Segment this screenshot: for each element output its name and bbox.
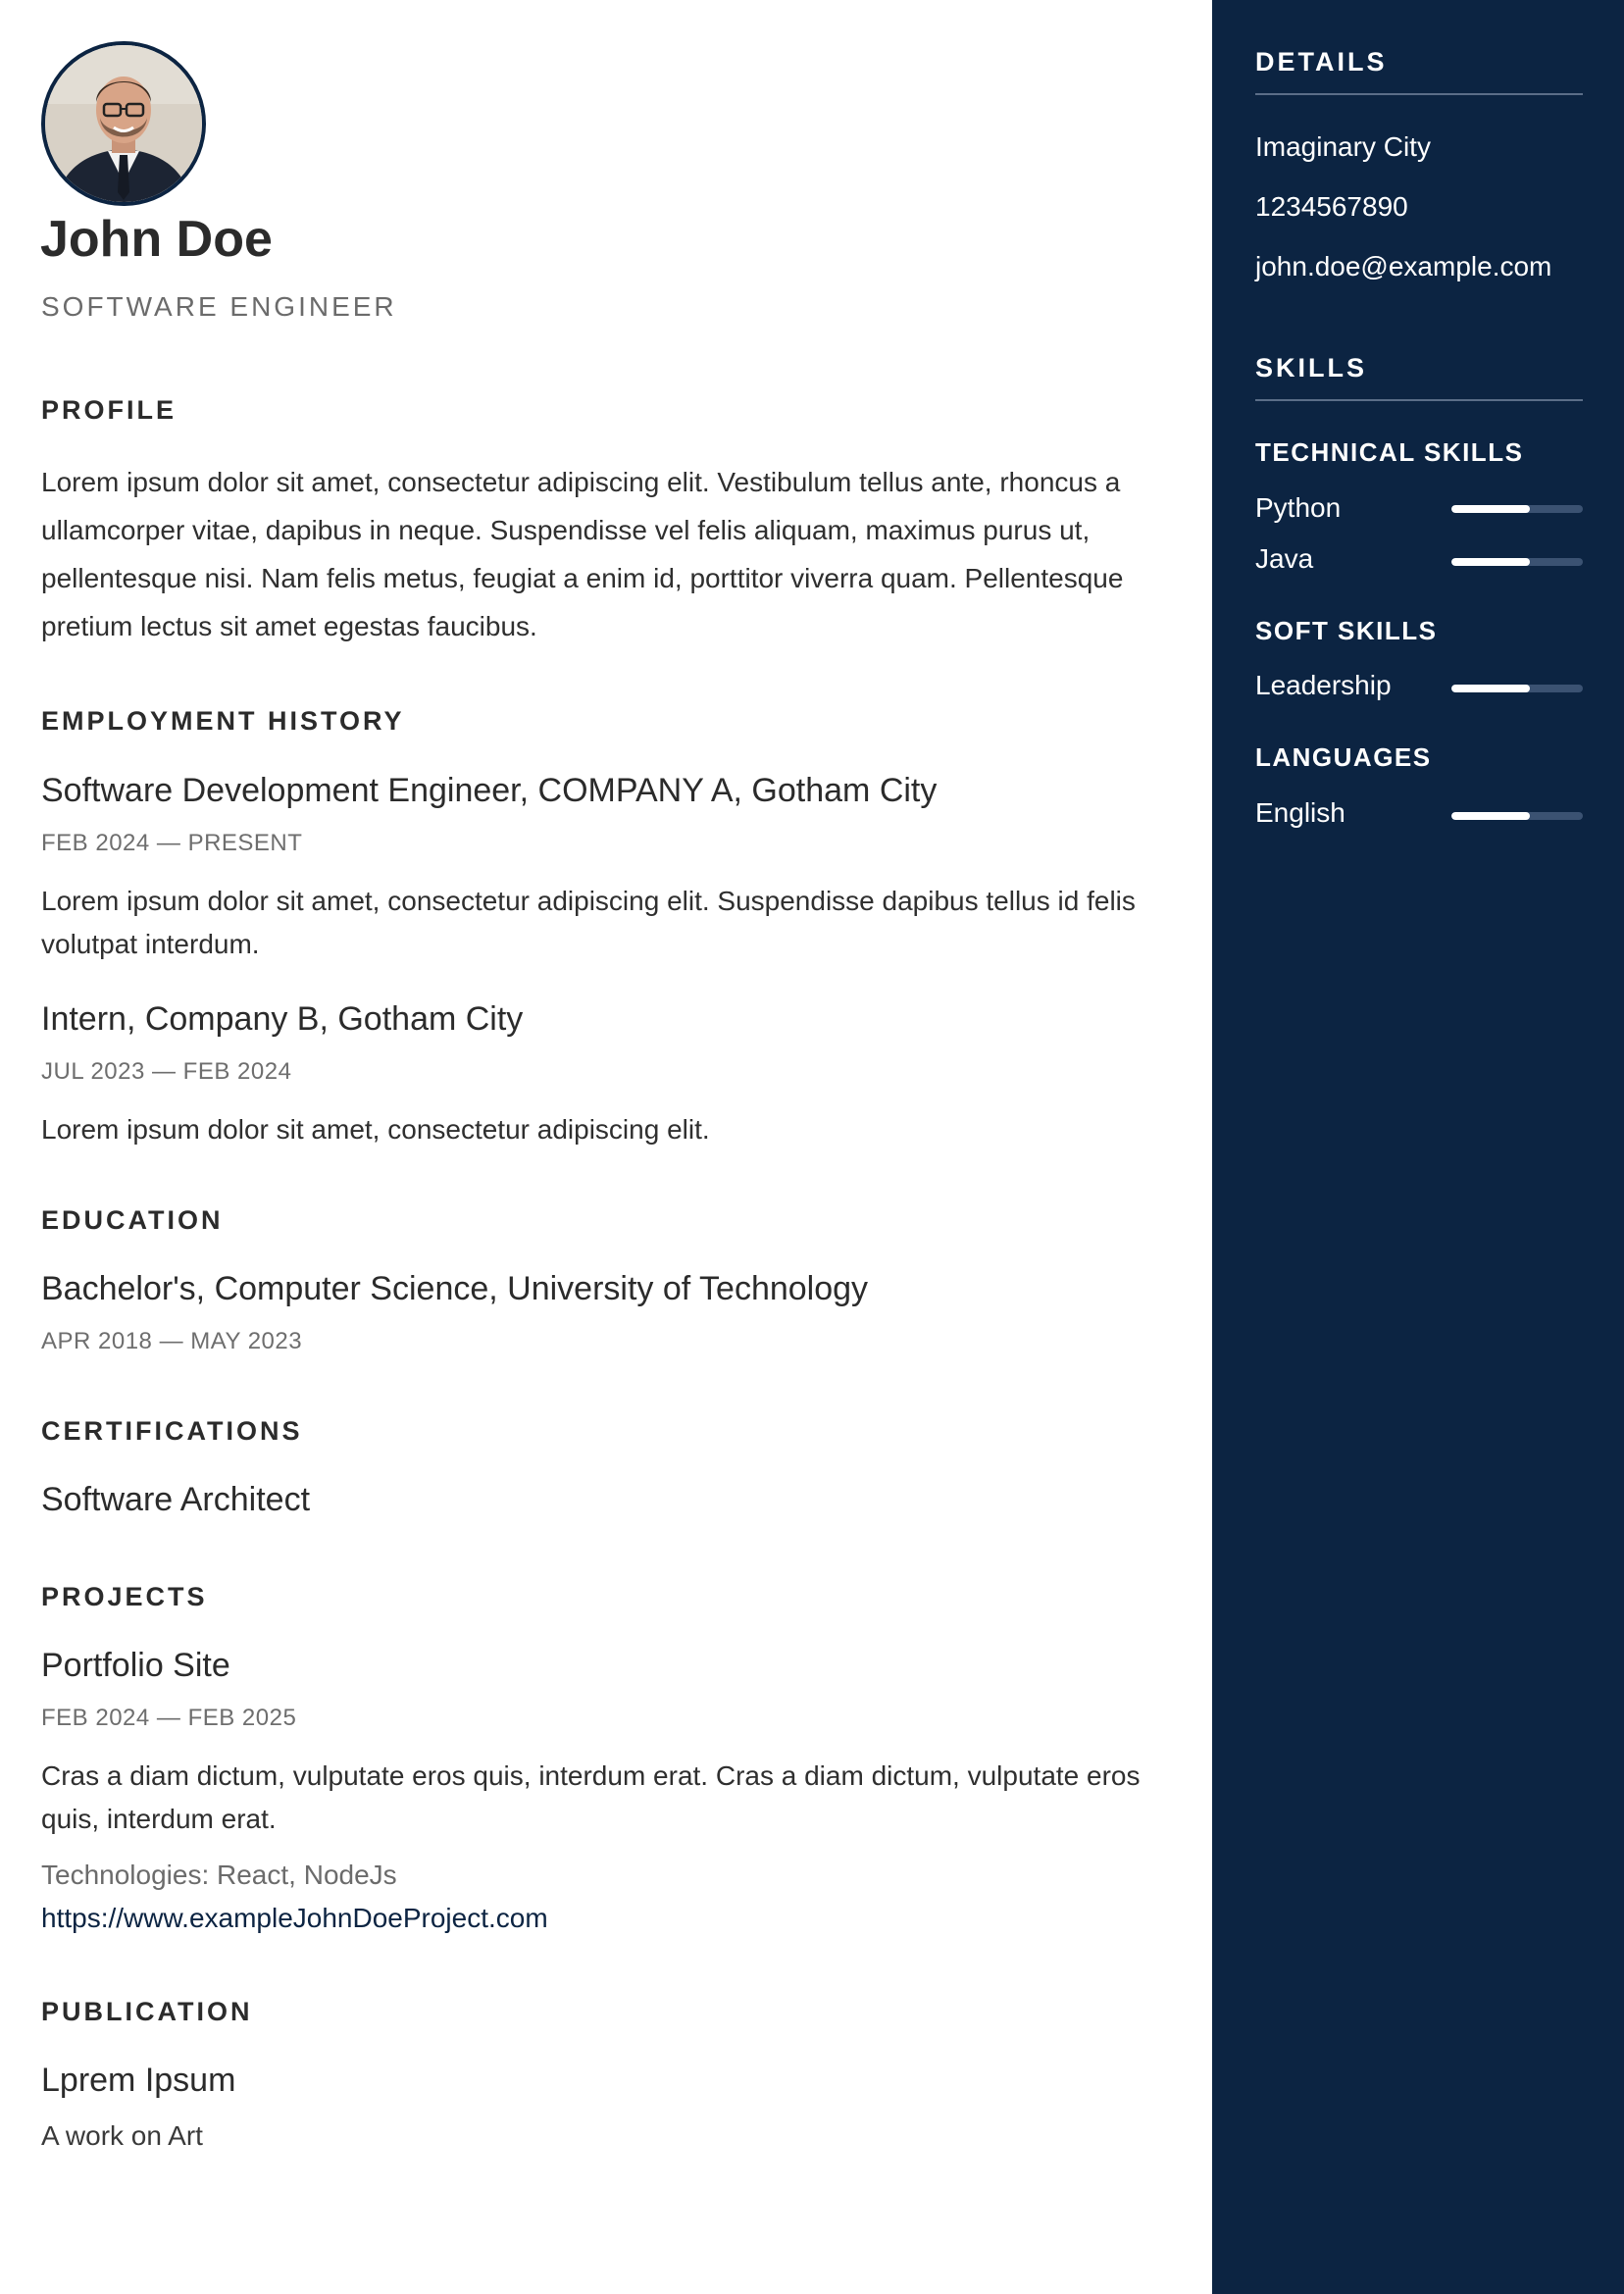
skill-level-fill xyxy=(1451,685,1530,692)
job-description-1: Lorem ipsum dolor sit amet, consectetur adipiscing elit. Suspendisse dapibus tellus id felis volutpat interdum. xyxy=(41,886,1136,959)
skill-name-leadership: Leadership xyxy=(1255,670,1392,700)
profile-heading: PROFILE xyxy=(41,395,178,425)
job-title-1: Software Development Engineer, COMPANY A, Gotham City xyxy=(41,772,938,809)
details-heading: DETAILS xyxy=(1255,47,1388,76)
technologies-value: React, NodeJs xyxy=(217,1860,397,1890)
person-photo-icon xyxy=(45,45,202,202)
publication-subtitle: A work on Art xyxy=(41,2120,203,2151)
details-phone: 1234567890 xyxy=(1255,191,1408,222)
project-technologies xyxy=(41,1860,397,1891)
skill-name-java: Java xyxy=(1255,543,1314,574)
project-dates: FEB 2024 — FEB 2025 xyxy=(41,1705,297,1731)
candidate-name: John Doe xyxy=(40,211,273,268)
skill-bar-leadership xyxy=(1451,685,1583,692)
skill-bar-english xyxy=(1451,812,1583,820)
skill-bar-java xyxy=(1451,558,1583,566)
education-heading: EDUCATION xyxy=(41,1205,224,1235)
publication-title: Lprem Ipsum xyxy=(41,2062,236,2099)
skill-name-english: English xyxy=(1255,797,1345,828)
job-description-2: Lorem ipsum dolor sit amet, consectetur adipiscing elit. xyxy=(41,1114,710,1145)
job-dates-2: JUL 2023 — FEB 2024 xyxy=(41,1058,292,1085)
certifications-heading: CERTIFICATIONS xyxy=(41,1416,303,1446)
skill-level-fill xyxy=(1451,505,1530,513)
project-link[interactable]: https://www.exampleJohnDoeProject.com xyxy=(41,1903,548,1933)
details-divider xyxy=(1255,93,1583,95)
skills-heading: SKILLS xyxy=(1255,353,1368,382)
avatar xyxy=(41,41,206,206)
job-title-2: Intern, Company B, Gotham City xyxy=(41,1000,524,1038)
job-dates-1: FEB 2024 — PRESENT xyxy=(41,830,303,856)
education-title: Bachelor's, Computer Science, University of Technology xyxy=(41,1270,869,1307)
skill-group-soft: SOFT SKILLS xyxy=(1255,616,1438,645)
skill-group-technical: TECHNICAL SKILLS xyxy=(1255,437,1524,467)
technologies-label: Technologies: xyxy=(41,1860,210,1890)
skill-bar-python xyxy=(1451,505,1583,513)
certification-title: Software Architect xyxy=(41,1481,311,1518)
education-dates: APR 2018 — MAY 2023 xyxy=(41,1328,303,1354)
skills-divider xyxy=(1255,399,1583,401)
sidebar xyxy=(1212,0,1624,2294)
employment-heading: EMPLOYMENT HISTORY xyxy=(41,706,405,736)
details-email[interactable]: john.doe@example.com xyxy=(1255,251,1552,281)
project-description: Cras a diam dictum, vulputate eros quis, interdum erat. Cras a diam dictum, vulputate eros quis, interdum erat. xyxy=(41,1760,1141,1834)
skill-name-python: Python xyxy=(1255,492,1342,523)
publication-heading: PUBLICATION xyxy=(41,1997,253,2026)
details-city: Imaginary City xyxy=(1255,131,1431,162)
skill-level-fill xyxy=(1451,558,1530,566)
skill-level-fill xyxy=(1451,812,1530,820)
skill-group-languages: LANGUAGES xyxy=(1255,742,1432,772)
job-title: SOFTWARE ENGINEER xyxy=(41,291,397,322)
project-title: Portfolio Site xyxy=(41,1647,230,1684)
profile-text: Lorem ipsum dolor sit amet, consectetur adipiscing elit. Vestibulum tellus ante, rhoncus a ullamcorper vitae, dapibus in neque. Suspendisse vel felis aliquam, maximus purus ut, pellentesque nisi. Nam felis metus, feugiat a enim id, porttitor viverra quam. Pellentesque pretium lectus sit amet egestas faucibus. xyxy=(41,467,1124,641)
projects-heading: PROJECTS xyxy=(41,1582,208,1611)
